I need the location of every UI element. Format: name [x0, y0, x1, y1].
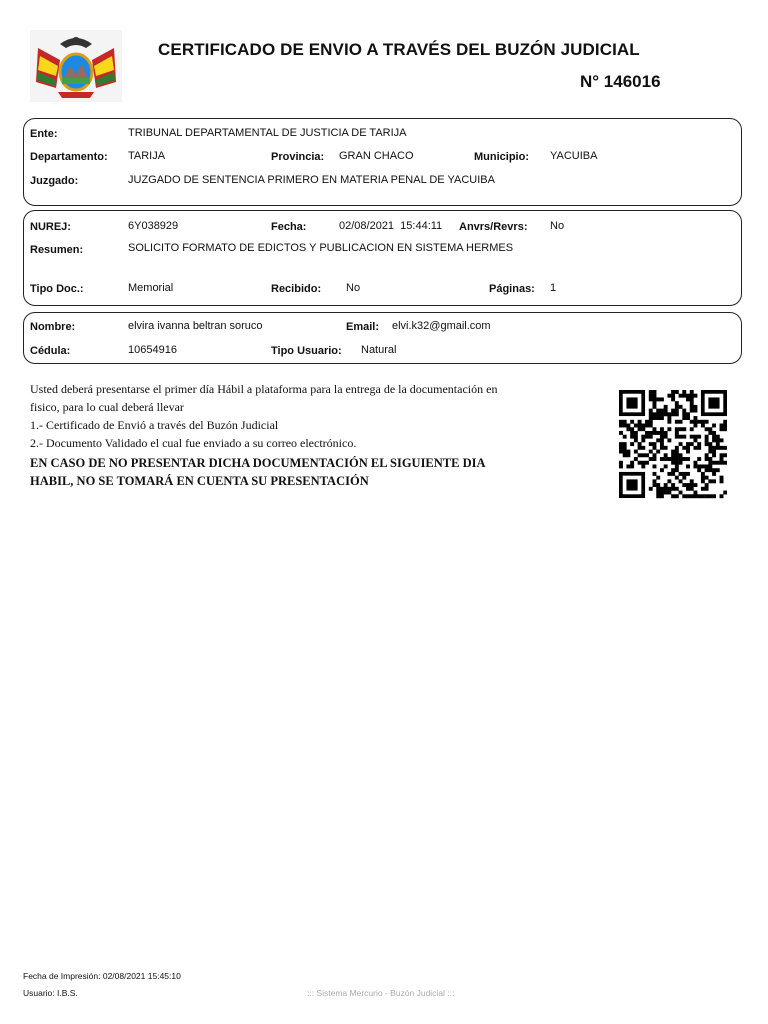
system-footer: ::: Sistema Mercurio - Buzón Judicial ::: [307, 988, 455, 998]
email-label: Email: [346, 321, 380, 333]
municipio-value: YACUIBA [550, 150, 598, 162]
recibido-value: No [346, 282, 361, 294]
departamento-label: Departamento: [30, 151, 108, 163]
ente-value: TRIBUNAL DEPARTAMENTAL DE JUSTICIA DE TARIJA [128, 127, 407, 139]
user-info-box [23, 312, 742, 364]
juzgado-value: JUZGADO DE SENTENCIA PRIMERO EN MATERIA PENAL DE YACUIBA [128, 174, 495, 186]
filing-info-box [23, 210, 742, 306]
tipodoc-label: Tipo Doc.: [30, 283, 84, 295]
nombre-value: elvira ivanna beltran soruco [128, 320, 263, 332]
tipousuario-value: Natural [361, 344, 397, 356]
bolivia-coat-of-arms-icon [30, 30, 122, 102]
paginas-value: 1 [550, 282, 557, 294]
nurej-value: 6Y038929 [128, 220, 179, 232]
print-date: Fecha de Impresión: 02/08/2021 15:45:10 [23, 971, 181, 981]
anvrs-value: No [550, 220, 565, 232]
notice-line-1: Usted deberá presentarse el primer día Hábil a plataforma para la entrega de la documentación en [30, 382, 498, 396]
resumen-value: SOLICITO FORMATO DE EDICTOS Y PUBLICACION EN SISTEMA HERMES [128, 242, 514, 254]
warning-line-2: HABIL, NO SE TOMARÁ EN CUENTA SU PRESENTACIÓN [30, 474, 369, 488]
qr-code [619, 390, 727, 500]
fecha-value: 02/08/2021 15:44:11 [339, 220, 443, 232]
tipodoc-value: Memorial [128, 282, 174, 294]
departamento-value: TARIJA [128, 150, 166, 162]
email-value: elvi.k32@gmail.com [392, 320, 491, 332]
nurej-label: NUREJ: [30, 221, 71, 233]
court-info-box [23, 118, 742, 206]
print-user: Usuario: I.B.S. [23, 988, 78, 998]
anvrs-label: Anvrs/Revrs: [459, 221, 528, 233]
ente-label: Ente: [30, 128, 58, 140]
provincia-value: GRAN CHACO [339, 150, 414, 162]
cedula-value: 10654916 [128, 344, 177, 356]
notice-line-2: fisico, para lo cual deberá llevar [30, 400, 184, 414]
recibido-label: Recibido: [271, 283, 322, 295]
municipio-label: Municipio: [474, 151, 529, 163]
notice-line-4: 2.- Documento Validado el cual fue enviado a su correo electrónico. [30, 436, 357, 450]
juzgado-label: Juzgado: [30, 175, 79, 187]
cedula-label: Cédula: [30, 345, 71, 357]
resumen-label: Resumen: [30, 244, 84, 256]
provincia-label: Provincia: [271, 151, 325, 163]
fecha-label: Fecha: [271, 221, 307, 233]
paginas-label: Páginas: [489, 283, 535, 295]
tipousuario-label: Tipo Usuario: [271, 345, 342, 357]
certificate-number: N° 146016 [580, 72, 661, 91]
document-title: CERTIFICADO DE ENVIO A TRAVÉS DEL BUZÓN JUDICIAL [158, 40, 640, 59]
warning-line-1: EN CASO DE NO PRESENTAR DICHA DOCUMENTACIÓN EL SIGUIENTE DIA [30, 456, 486, 470]
notice-line-3: 1.- Certificado de Envió a través del Buzón Judicial [30, 418, 279, 432]
nombre-label: Nombre: [30, 321, 76, 333]
